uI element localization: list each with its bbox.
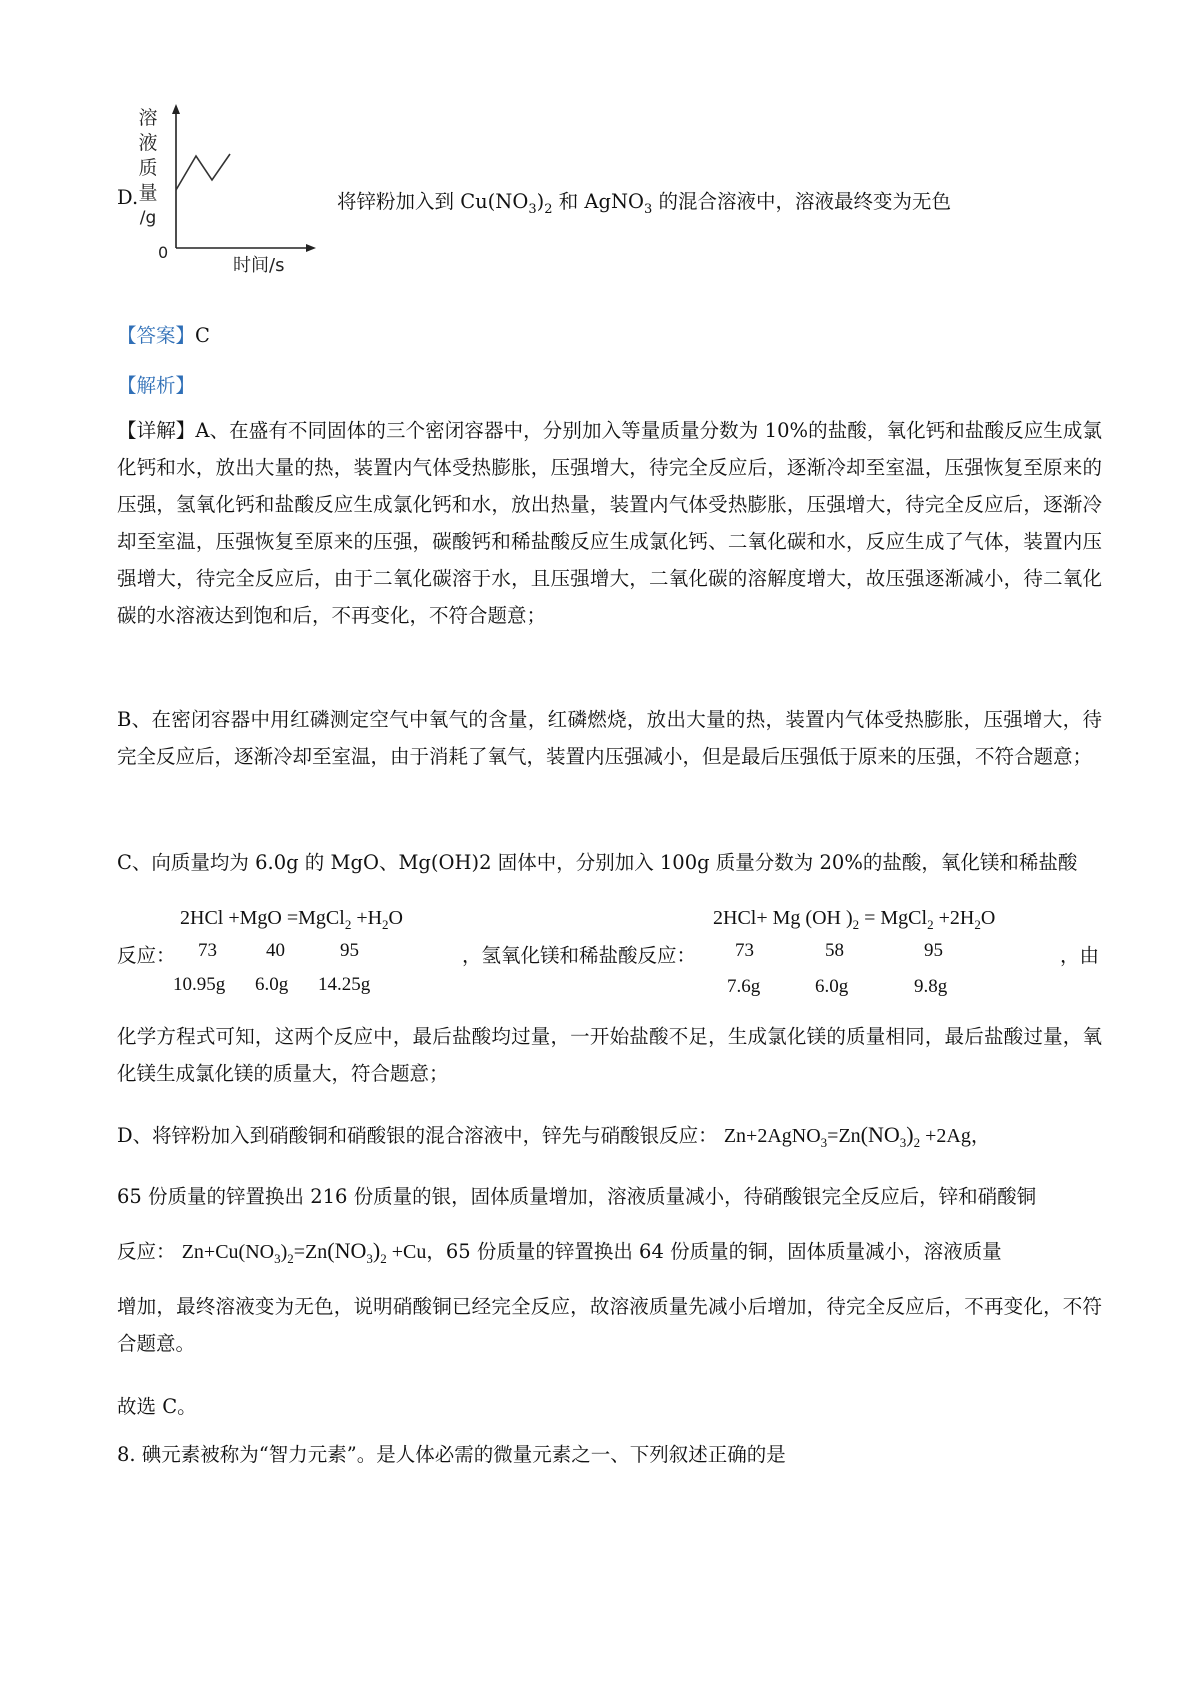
eq2-amount-2: 6.0g xyxy=(815,976,849,997)
detail-label: 【详解】 xyxy=(117,419,196,442)
question-8: 8. 碘元素被称为“智力元素”。是人体必需的微量元素之一、下列叙述正确的是 xyxy=(117,1443,786,1466)
option-d-text: 将锌粉加入到 $Cu(NO_3)_2$ 和 AgNO$_3$ 的混合溶液中，溶液最终变为无色 xyxy=(337,190,952,217)
eq2-amount-1: 7.6g xyxy=(727,976,761,997)
graph-y-char-3: 质 xyxy=(138,157,158,179)
answer-label: 【答案】 xyxy=(117,324,196,347)
c-by-text: ，由 xyxy=(1060,944,1100,967)
d-equation-1: $Zn+2AgNO_3=Zn(NO_3)_2 +2Ag$ xyxy=(723,1122,971,1150)
c-mid-text: ，氢氧化镁和稀盐酸反应： xyxy=(462,944,697,967)
eq1-amount-3: 14.25g xyxy=(318,974,371,995)
graph-x-label: 时间/s xyxy=(233,255,285,276)
detail-para-d1: D、将锌粉加入到硝酸铜和硝酸银的混合溶液中，锌先与硝酸银反应： $Zn+2AgNO_3=Zn(NO_3)_2 +2Ag$， xyxy=(117,1122,991,1150)
eq1-formula: 2HCl +MgO =MgCl$_2$ $+H_2O$ xyxy=(180,907,403,932)
analysis-label: 【解析】 xyxy=(117,374,196,397)
eq1-mass-1: 73 xyxy=(198,940,217,961)
detail-para-c2: 化学方程式可知，这两个反应中，最后盐酸均过量，一开始盐酸不足，生成氯化镁的质量相同，最后盐酸过量，氧化镁生成氯化镁的质量大，符合题意； xyxy=(117,1025,1102,1085)
eq2-mass-1: 73 xyxy=(735,940,754,961)
graph-origin: 0 xyxy=(158,243,169,262)
detail-para-a xyxy=(117,412,1102,634)
mini-graph xyxy=(130,100,330,280)
answer-value: C xyxy=(195,324,210,347)
graph-y-char-1: 溶 xyxy=(138,107,158,129)
eq1-mass-2: 40 xyxy=(266,940,285,961)
answer-line xyxy=(117,320,210,348)
conclusion: 故选 C。 xyxy=(117,1395,197,1418)
eq2-formula: 2HCl+ Mg (OH )$_2$ = MgCl$_2$ $+2H_2O$ xyxy=(713,907,996,932)
detail-para-d2b: 反应： $Zn+Cu(NO_3)_2=Zn(NO_3)_2 +Cu$，65 份质量的锌置换出 64 份质量的铜，固体质量减小，溶液质量 xyxy=(117,1238,1002,1266)
eq2-mass-3: 95 xyxy=(924,940,943,961)
detail-para-b: B、在密闭容器中用红磷测定空气中氧气的含量，红磷燃烧，放出大量的热，装置内气体受热膨胀，压强增大，待完全反应后，逐渐冷却至室温，由于消耗了氧气，装置内压强减小，但是最后压强低于原来的压强，不符合题意； xyxy=(117,708,1102,768)
detail-para-d2: 65 份质量的锌置换出 216 份质量的银，固体质量增加，溶液质量减小，待硝酸银完全反应后，锌和硝酸铜 xyxy=(117,1185,1037,1208)
c-react-label: 反应： xyxy=(117,944,176,967)
d-equation-2: $Zn+Cu(NO_3)_2=Zn(NO_3)_2 +Cu$ xyxy=(181,1238,427,1266)
eq2-amount-3: 9.8g xyxy=(914,976,948,997)
detail-para-c1: C、向质量均为 6.0g 的 MgO、Mg(OH)2 固体中，分别加入 100g 质量分数为 20%的盐酸，氧化镁和稀盐酸 xyxy=(117,851,1078,874)
graph-y-char-5: /g xyxy=(139,208,157,228)
eq1-mass-3: 95 xyxy=(340,940,359,961)
option-d-label: D. xyxy=(117,186,139,209)
eq1-amount-2: 6.0g xyxy=(255,974,289,995)
eq2-mass-2: 58 xyxy=(825,940,844,961)
detail-para-d3: 增加，最终溶液变为无色，说明硝酸铜已经完全反应，故溶液质量先减小后增加，待完全反应后，不再变化，不符合题意。 xyxy=(117,1295,1102,1355)
graph-y-char-2: 液 xyxy=(138,132,158,154)
graph-y-char-4: 量 xyxy=(138,182,158,204)
eq1-amount-1: 10.95g xyxy=(173,974,226,995)
para-a-text: A、在盛有不同固体的三个密闭容器中，分别加入等量质量分数为 10%的盐酸，氧化钙和盐酸反应生成氯化钙和水，放出大量的热，装置内气体受热膨胀，压强增大，待完全反应后，逐渐冷却至室温，压强恢复至原来的压强，氢氧化钙和盐酸反应生成氯化钙和水，放出热量，装置内气体受热膨胀，压强增大，待完全反应后，逐渐冷却至室温，压强恢复至原来的压强，碳酸钙和稀盐酸反应生成氯化钙、二氧化碳和水，反应生成了气体，装置内压强增大，待完全反应后，由于二氧化碳溶于水，且压强增大，二氧化碳的溶解度增大，故压强逐渐减小，待二氧化碳的水溶液达到饱和后，不再变化，不符合题意； xyxy=(117,419,1102,627)
